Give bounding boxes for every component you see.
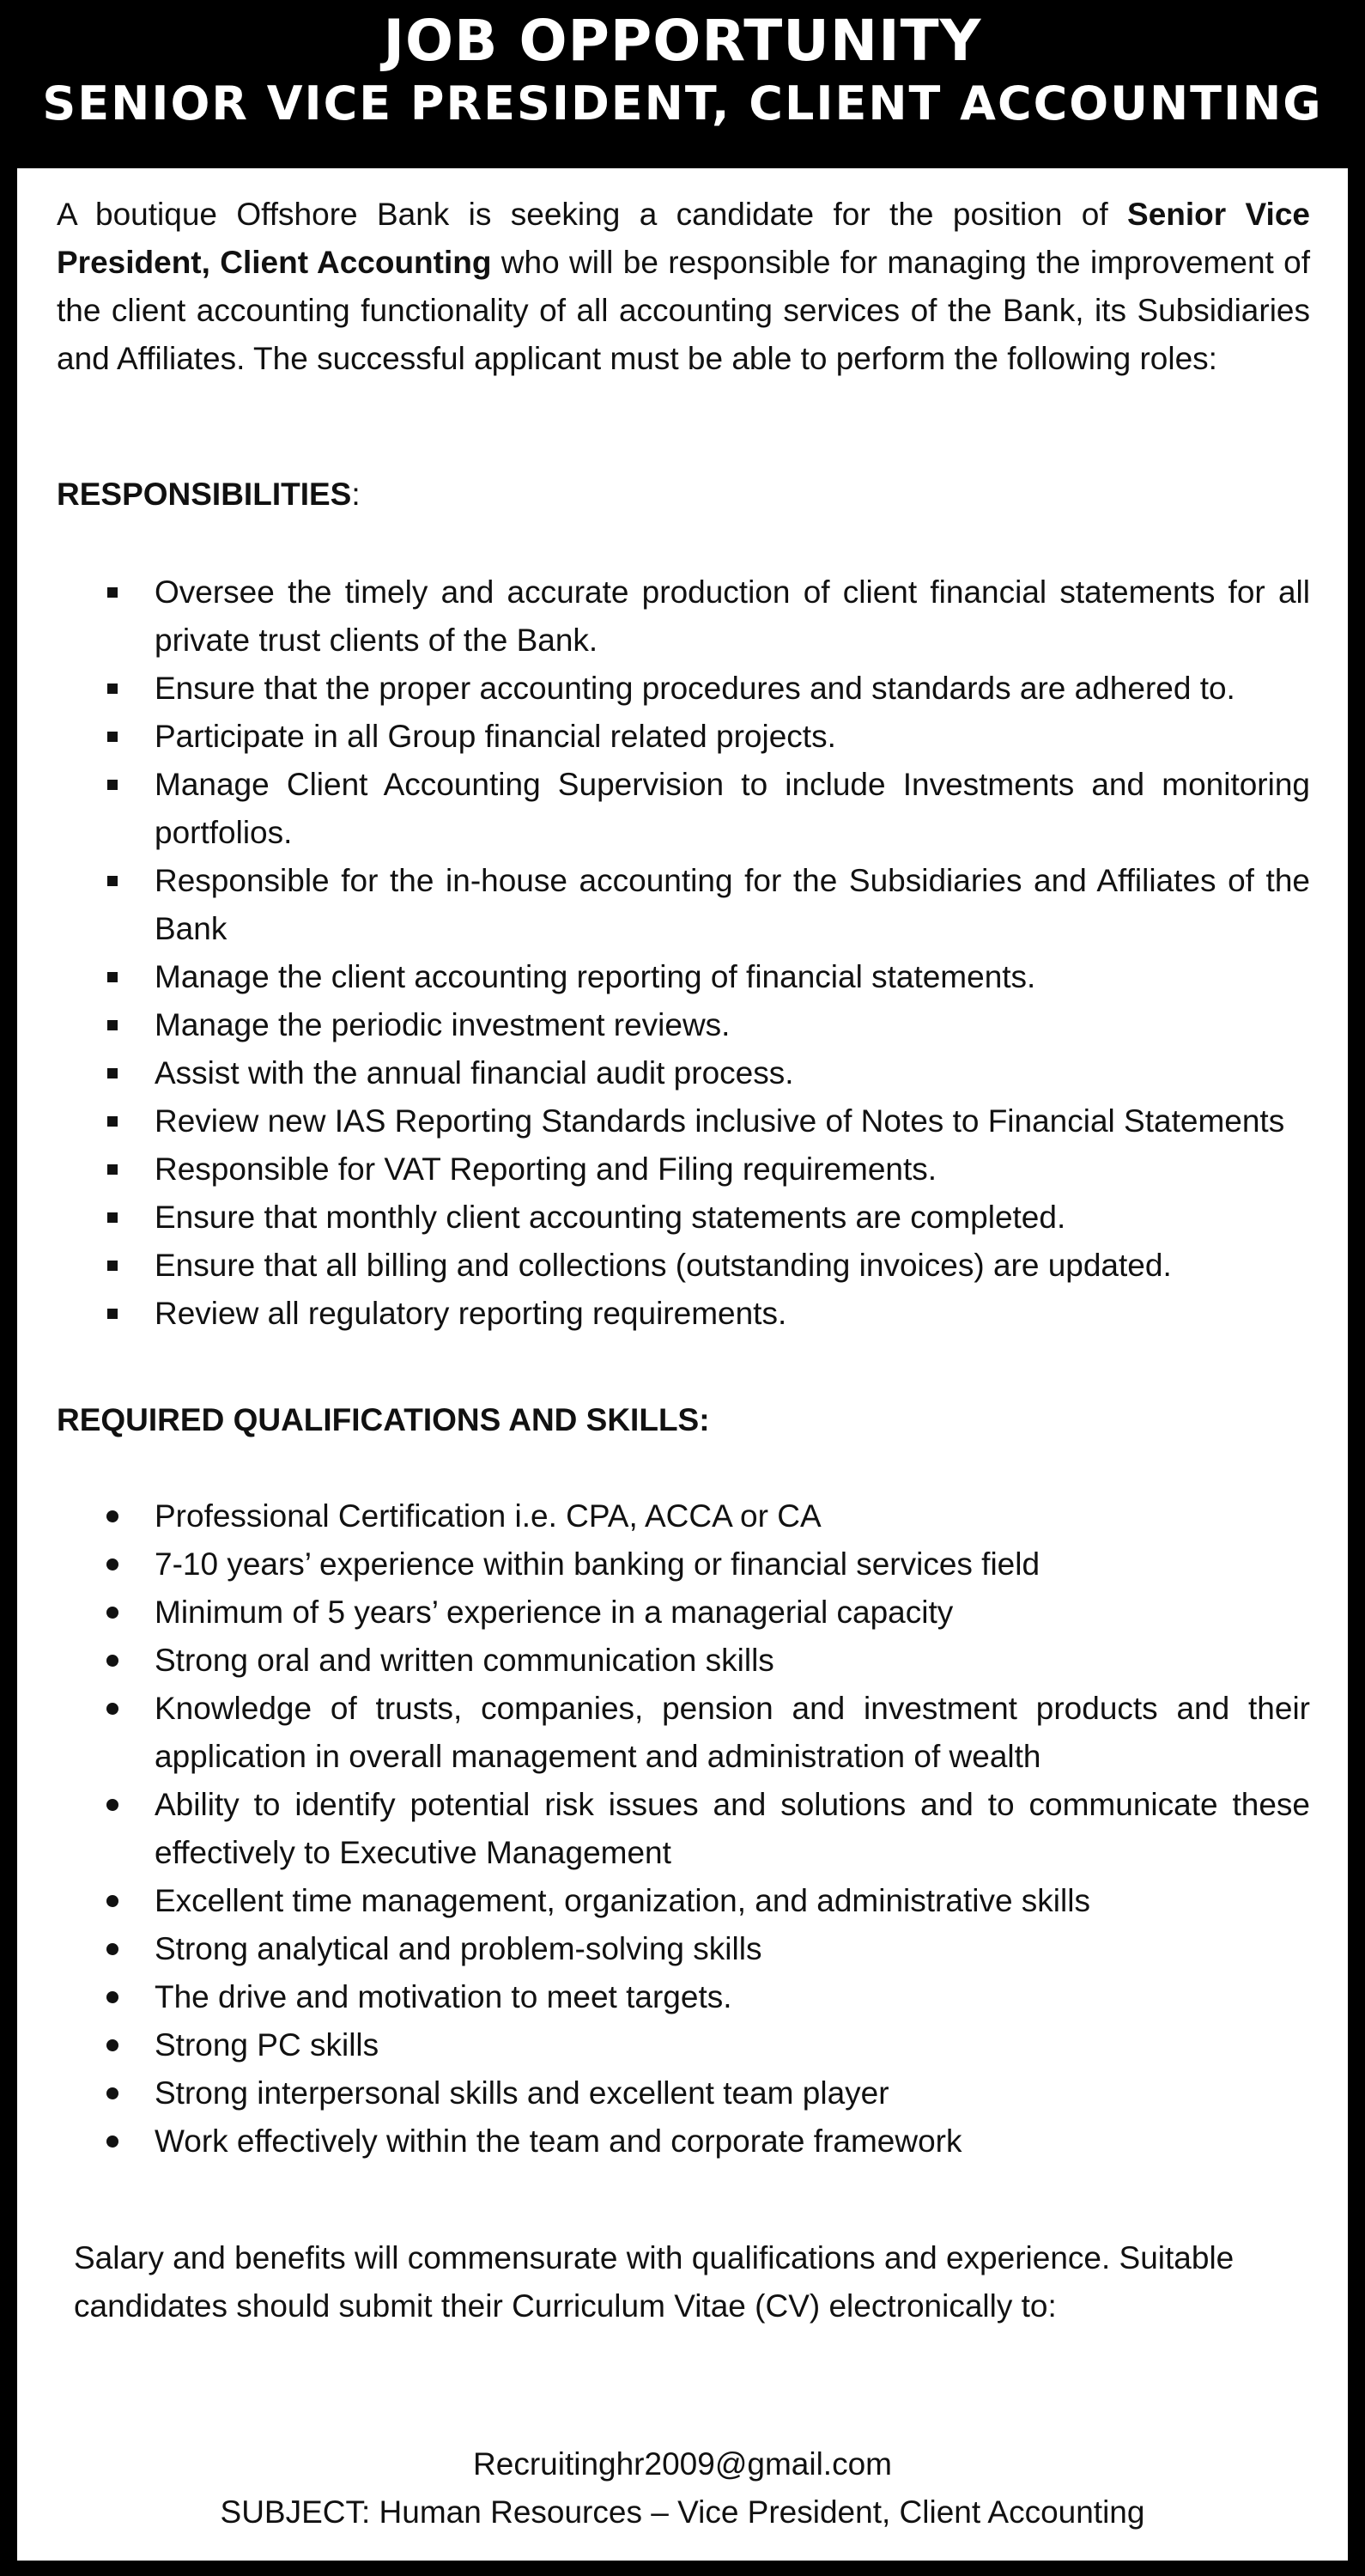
list-item (17, 1925, 1348, 1973)
intro-paragraph (57, 191, 1310, 383)
intro-text-start: A boutique Offshore Bank is seeking a candidate for the position of (57, 197, 1128, 232)
responsibilities-heading-text: RESPONSIBILITIES (57, 477, 352, 512)
list-item (17, 1194, 1348, 1242)
round-bullet-icon (106, 1895, 118, 1907)
round-bullet-icon (106, 1607, 118, 1619)
qualifications-list (17, 1492, 1348, 2166)
list-item-text: Participate in all Group financial related projects. (155, 719, 836, 754)
square-bullet-icon (107, 1309, 118, 1319)
list-item-text: The drive and motivation to meet targets. (155, 1979, 732, 2014)
round-bullet-icon (106, 1703, 118, 1715)
round-bullet-icon (106, 2039, 118, 2051)
contact-subject-line: SUBJECT: Human Resources – Vice President, Client Accounting (220, 2494, 1145, 2530)
list-item (17, 953, 1348, 1001)
list-item-text: Strong analytical and problem-solving skills (155, 1931, 762, 1966)
intro-position-name: Senior Vice President, Client Accounting (57, 197, 1310, 280)
list-item-text: Oversee the timely and accurate production of client financial statements for all private trust clients of the Bank. (155, 574, 1310, 658)
list-item (17, 1145, 1348, 1194)
list-item (17, 2117, 1348, 2166)
list-item-text: Ensure that the proper accounting procedures and standards are adhered to. (155, 671, 1235, 706)
square-bullet-icon (107, 1020, 118, 1030)
list-item-text: Responsible for VAT Reporting and Filing requirements. (155, 1151, 937, 1187)
header-title: JOB OPPORTUNITY (383, 8, 982, 74)
list-item (17, 1973, 1348, 2021)
list-item (17, 857, 1348, 953)
round-bullet-icon (106, 2136, 118, 2148)
list-item (17, 2021, 1348, 2069)
qualifications-heading: REQUIRED QUALIFICATIONS AND SKILLS: (57, 1402, 710, 1437)
list-item (17, 2069, 1348, 2117)
round-bullet-icon (106, 1991, 118, 2003)
square-bullet-icon (107, 683, 118, 694)
square-bullet-icon (107, 587, 118, 598)
square-bullet-icon (107, 1164, 118, 1175)
list-item (17, 761, 1348, 857)
header-position-title: SENIOR VICE PRESIDENT, CLIENT ACCOUNTING (42, 76, 1323, 131)
list-item (17, 1049, 1348, 1097)
content-panel (17, 168, 1348, 2561)
responsibilities-list (17, 568, 1348, 1338)
contact-email[interactable]: Recruitinghr2009@gmail.com (473, 2446, 892, 2482)
round-bullet-icon (106, 2087, 118, 2099)
list-item (17, 1492, 1348, 1540)
list-item (17, 1290, 1348, 1338)
square-bullet-icon (107, 732, 118, 742)
square-bullet-icon (107, 972, 118, 982)
list-item (17, 1589, 1348, 1637)
list-item-text: Strong interpersonal skills and excellent team player (155, 2075, 889, 2111)
square-bullet-icon (107, 1212, 118, 1223)
square-bullet-icon (107, 1068, 118, 1078)
list-item-text: Manage the periodic investment reviews. (155, 1007, 731, 1042)
intro-text-end: who will be responsible for managing the improvement of the client accounting functionality of all accounting services of the Bank, its Subsidiaries and Affiliates. The successful applicant must be able to perform the following roles: (57, 245, 1310, 376)
square-bullet-icon (107, 780, 118, 790)
list-item-text: Ensure that monthly client accounting statements are completed. (155, 1200, 1066, 1235)
list-item (17, 713, 1348, 761)
list-item (17, 665, 1348, 713)
list-item-text: Review new IAS Reporting Standards inclusive of Notes to Financial Statements (155, 1103, 1285, 1139)
square-bullet-icon (107, 1261, 118, 1271)
list-item-text: Ability to identify potential risk issues and solutions and to communicate these effectively to Executive Management (155, 1787, 1310, 1870)
closing-paragraph: Salary and benefits will commensurate with qualifications and experience. Suitable candidates should submit their Curriculum Vitae (CV) electronically to: (74, 2240, 1235, 2324)
square-bullet-icon (107, 1116, 118, 1127)
list-item (17, 1637, 1348, 1685)
round-bullet-icon (106, 1655, 118, 1667)
list-item-text: Work effectively within the team and corporate framework (155, 2123, 962, 2159)
list-item (17, 1685, 1348, 1781)
list-item-text: Knowledge of trusts, companies, pension and investment products and their application in overall management and administration of wealth (155, 1691, 1310, 1774)
list-item (17, 1242, 1348, 1290)
list-item-text: Strong oral and written communication skills (155, 1643, 774, 1678)
list-item (17, 568, 1348, 665)
list-item (17, 1001, 1348, 1049)
round-bullet-icon (106, 1799, 118, 1811)
list-item-text: 7-10 years’ experience within banking or financial services field (155, 1546, 1040, 1582)
list-item-text: Responsible for the in-house accounting for the Subsidiaries and Affiliates of the Bank (155, 863, 1310, 946)
list-item-text: Review all regulatory reporting requirements. (155, 1296, 787, 1331)
list-item (17, 1877, 1348, 1925)
list-item (17, 1097, 1348, 1145)
list-item-text: Ensure that all billing and collections (outstanding invoices) are updated. (155, 1248, 1172, 1283)
list-item-text: Excellent time management, organization, and administrative skills (155, 1883, 1090, 1918)
list-item-text: Strong PC skills (155, 2027, 379, 2063)
round-bullet-icon (106, 1510, 118, 1522)
square-bullet-icon (107, 876, 118, 886)
list-item-text: Manage Client Accounting Supervision to include Investments and monitoring portfolios. (155, 767, 1310, 850)
list-item-text: Professional Certification i.e. CPA, ACCA or CA (155, 1498, 822, 1534)
responsibilities-heading (57, 471, 361, 519)
header-banner (0, 0, 1365, 167)
round-bullet-icon (106, 1943, 118, 1955)
responsibilities-heading-colon: : (351, 477, 361, 512)
list-item (17, 1540, 1348, 1589)
list-item (17, 1781, 1348, 1877)
round-bullet-icon (106, 1558, 118, 1571)
list-item-text: Manage the client accounting reporting of financial statements. (155, 959, 1036, 994)
list-item-text: Assist with the annual financial audit process. (155, 1055, 794, 1091)
list-item-text: Minimum of 5 years’ experience in a managerial capacity (155, 1595, 954, 1630)
